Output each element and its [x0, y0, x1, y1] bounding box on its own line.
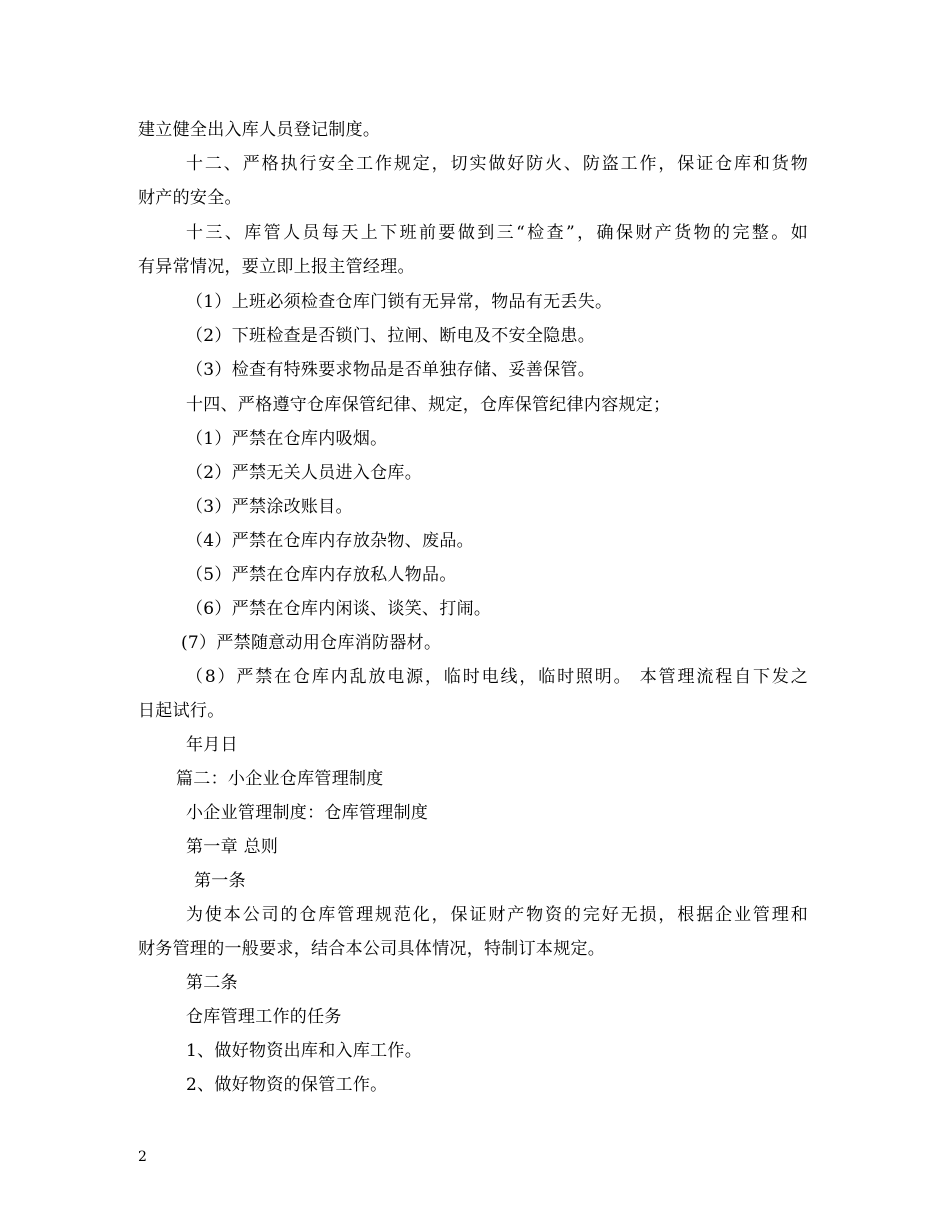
article-heading: 第一条 [194, 871, 246, 891]
text-line: 财务管理的一般要求，结合本公司具体情况，特制订本规定。 [138, 939, 606, 959]
text-line: 年月日 [186, 735, 238, 755]
text-line: （1）严禁在仓库内吸烟。 [186, 429, 388, 449]
text-line: 有异常情况，要立即上报主管经理。 [138, 257, 415, 277]
text-line: 十三、库管人员每天上下班前要做到三“检查”，确保财产货物的完整。如 [186, 223, 808, 243]
text-line: （3）检查有特殊要求物品是否单独存储、妥善保管。 [186, 360, 596, 380]
text-line: 十四、严格遵守仓库保管纪律、规定，仓库保管纪律内容规定； [186, 395, 671, 415]
text-line: 1、做好物资出库和入库工作。 [186, 1041, 423, 1061]
text-line: 日起试行。 [138, 701, 225, 721]
text-line: （2）下班检查是否锁门、拉闸、断电及不安全隐患。 [186, 326, 596, 346]
text-line: 建立健全出入库人员登记制度。 [138, 120, 381, 140]
text-line: （1）上班必须检查仓库门锁有无异常，物品有无丢失。 [186, 292, 613, 312]
page-number: 2 [138, 1149, 147, 1165]
text-line: （8）严禁在仓库内乱放电源，临时电线，临时照明。 本管理流程自下发之 [186, 667, 808, 687]
text-line: 财产的安全。 [138, 188, 242, 208]
text-line: (7）严禁随意动用仓库消防器材。 [181, 633, 442, 653]
text-line: （3）严禁涂改账目。 [186, 497, 353, 517]
section-heading: 篇二：小企业仓库管理制度 [176, 769, 384, 789]
text-line: （4）严禁在仓库内存放杂物、废品。 [186, 531, 474, 551]
article-heading: 第二条 [186, 973, 238, 993]
text-line: 十二、严格执行安全工作规定，切实做好防火、防盗工作，保证仓库和货物 [186, 154, 808, 174]
text-line: 2、做好物资的保管工作。 [186, 1075, 388, 1095]
text-line: （5）严禁在仓库内存放私人物品。 [186, 565, 457, 585]
chapter-heading: 第一章 总则 [186, 837, 279, 857]
text-line: （2）严禁无关人员进入仓库。 [186, 463, 423, 483]
text-line: 仓库管理工作的任务 [186, 1007, 342, 1027]
text-line: 为使本公司的仓库管理规范化，保证财产物资的完好无损，根据企业管理和 [186, 905, 808, 925]
text-line: （6）严禁在仓库内闲谈、谈笑、打闹。 [186, 599, 492, 619]
text-line: 小企业管理制度：仓库管理制度 [186, 803, 429, 823]
